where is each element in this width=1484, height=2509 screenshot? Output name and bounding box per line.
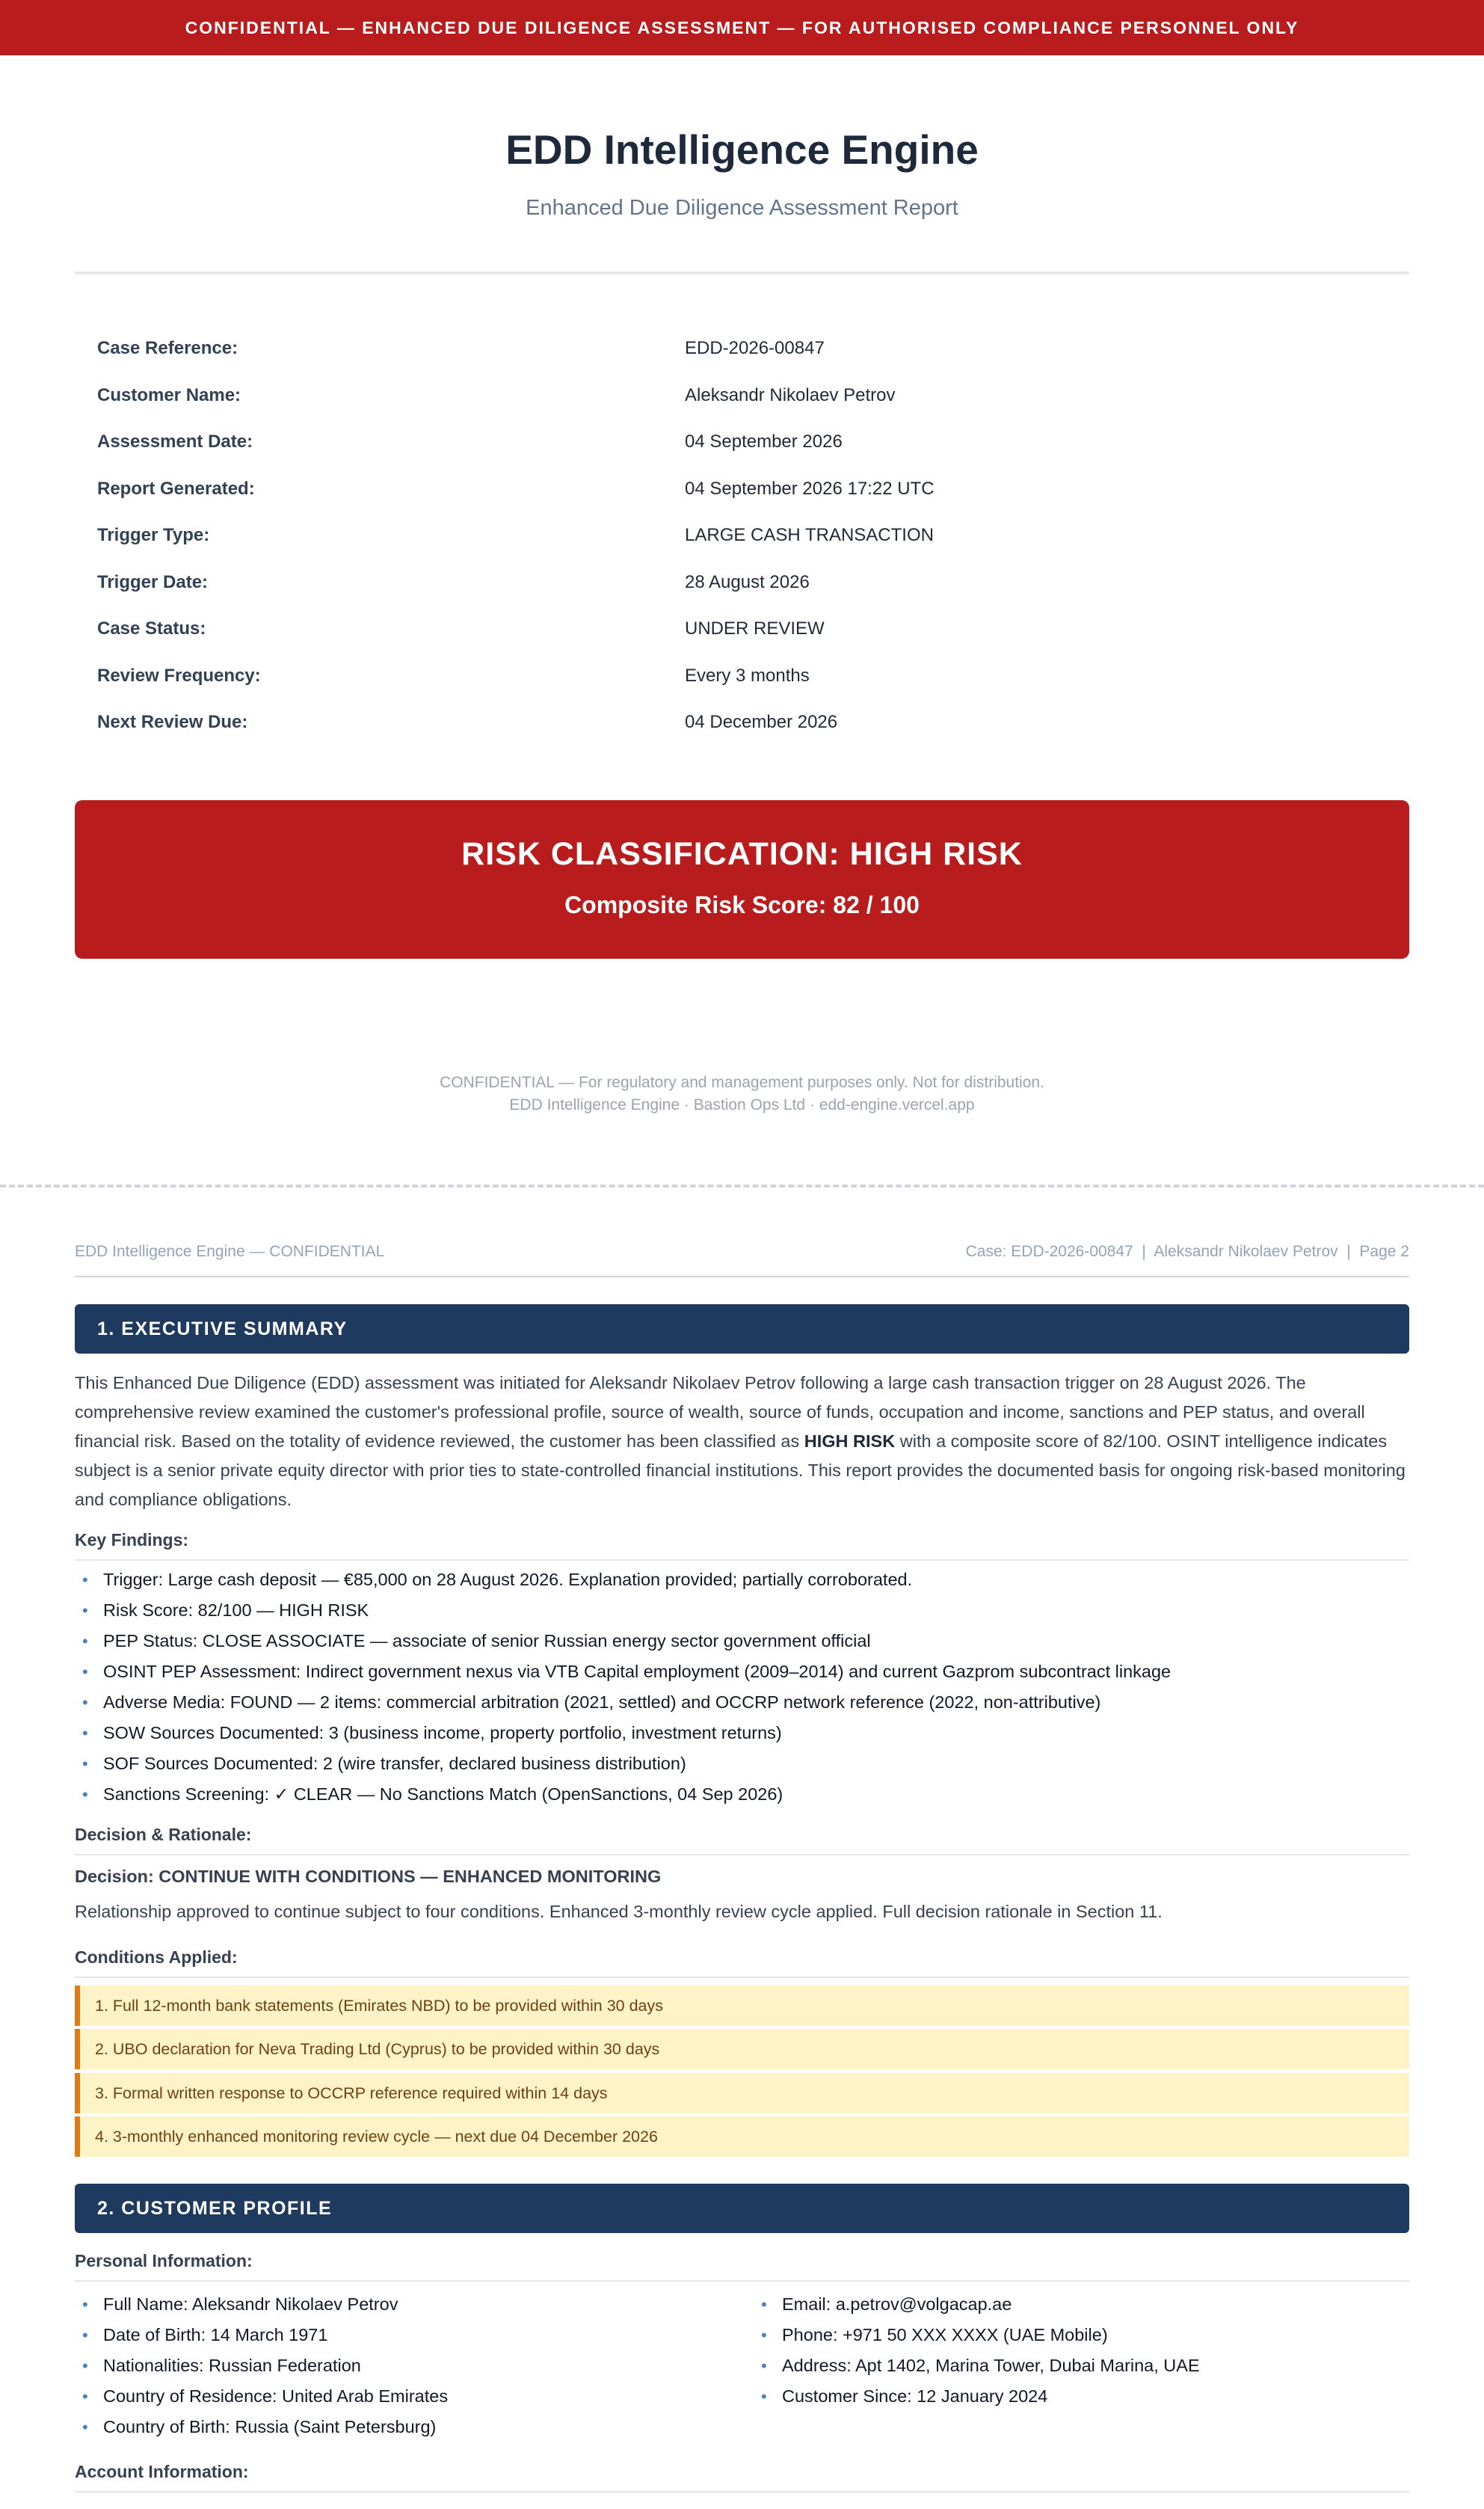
list-item: • Risk Score: 82/100 — HIGH RISK bbox=[75, 1595, 1409, 1626]
condition-item: 2. UBO declaration for Neva Trading Ltd (Cyprus) to be provided within 30 days bbox=[75, 2029, 1409, 2069]
list-item: • OSINT PEP Assessment: Indirect government nexus via VTB Capital employment (2009–2014) and current Gazprom subcontract linkage bbox=[75, 1656, 1409, 1687]
report-title: EDD Intelligence Engine bbox=[505, 126, 979, 173]
meta-label: Review Frequency: bbox=[97, 666, 261, 686]
meta-value: LARGE CASH TRANSACTION bbox=[685, 525, 934, 545]
meta-row-report-generated bbox=[97, 479, 1368, 509]
condition-item: 3. Formal written response to OCCRP reference required within 14 days bbox=[75, 2073, 1409, 2113]
risk-classification-title: RISK CLASSIFICATION: HIGH RISK bbox=[461, 836, 1023, 872]
account-information-heading: Account Information: bbox=[75, 2462, 1409, 2493]
meta-row-trigger-date bbox=[97, 572, 1368, 602]
meta-label: Next Review Due: bbox=[97, 712, 248, 732]
list-item: • Adverse Media: FOUND — 2 items: commercial arbitration (2021, settled) and OCCRP network reference (2022, non-attributive) bbox=[75, 1687, 1409, 1718]
meta-row-customer-name bbox=[97, 385, 1368, 415]
section-heading-customer-profile: 2. CUSTOMER PROFILE bbox=[75, 2184, 1409, 2233]
meta-label: Trigger Type: bbox=[97, 525, 210, 545]
meta-value: 28 August 2026 bbox=[685, 572, 810, 592]
summary-text-part-1: This Enhanced Due Diligence (EDD) assessment was initiated for Aleksandr Nikolaev Petrov following a large cash transaction trigger on 28 August 2026. The comprehensive review examined the customer's professional profile, source of wealth, source of funds, occupation and income, sanctions and PEP status, and overall financial risk. Based on the totality of evidence reviewed, the customer has been classified as bbox=[75, 1373, 1365, 1451]
meta-value: EDD-2026-00847 bbox=[685, 338, 825, 358]
meta-value: 04 September 2026 bbox=[685, 432, 843, 452]
condition-item: 1. Full 12-month bank statements (Emirates NBD) to be provided within 30 days bbox=[75, 1986, 1409, 2026]
meta-label: Assessment Date: bbox=[97, 432, 253, 452]
risk-classification-box bbox=[75, 800, 1409, 959]
summary-risk-emphasis: HIGH RISK bbox=[804, 1431, 896, 1451]
footer-engine-credit: EDD Intelligence Engine · Bastion Ops Ltd · edd-engine.vercel.app bbox=[509, 1096, 975, 1114]
footer-confidential-note: CONFIDENTIAL — For regulatory and management purposes only. Not for distribution. bbox=[440, 1074, 1044, 1091]
condition-item: 4. 3-monthly enhanced monitoring review cycle — next due 04 December 2026 bbox=[75, 2116, 1409, 2157]
meta-value: Every 3 months bbox=[685, 666, 810, 686]
meta-row-next-review-due bbox=[97, 712, 1368, 742]
meta-row-review-frequency bbox=[97, 666, 1368, 695]
personal-info-right-list bbox=[754, 2289, 1409, 2412]
meta-row-assessment-date bbox=[97, 432, 1368, 461]
list-item: • Country of Birth: Russia (Saint Petersburg) bbox=[75, 2412, 733, 2442]
list-item: • Address: Apt 1402, Marina Tower, Dubai Marina, UAE bbox=[754, 2350, 1409, 2381]
list-item: • Customer Since: 12 January 2024 bbox=[754, 2381, 1409, 2412]
list-item: • Trigger: Large cash deposit — €85,000 on 28 August 2026. Explanation provided; partially corroborated. bbox=[75, 1564, 1409, 1595]
list-item: • PEP Status: CLOSE ASSOCIATE — associate of senior Russian energy sector government official bbox=[75, 1626, 1409, 1656]
running-header-right: Case: EDD-2026-00847 | Aleksandr Nikolaev Petrov | Page 2 bbox=[965, 1243, 1409, 1260]
list-item: • Country of Residence: United Arab Emirates bbox=[75, 2381, 733, 2412]
decision-statement: Decision: CONTINUE WITH CONDITIONS — ENHANCED MONITORING bbox=[75, 1867, 662, 1886]
decision-rationale-heading: Decision & Rationale: bbox=[75, 1825, 1409, 1855]
meta-row-case-status bbox=[97, 618, 1368, 648]
meta-value: 04 September 2026 17:22 UTC bbox=[685, 479, 935, 499]
personal-info-left-list bbox=[75, 2289, 733, 2442]
personal-information-heading: Personal Information: bbox=[75, 2251, 1409, 2282]
composite-risk-score: Composite Risk Score: 82 / 100 bbox=[564, 891, 920, 918]
confidential-banner: CONFIDENTIAL — ENHANCED DUE DILIGENCE ASSESSMENT — FOR AUTHORISED COMPLIANCE PERSONNEL ONLY bbox=[0, 0, 1484, 55]
list-item: • Phone: +971 50 XXX XXXX (UAE Mobile) bbox=[754, 2320, 1409, 2350]
title-divider bbox=[75, 271, 1409, 274]
list-item: • Full Name: Aleksandr Nikolaev Petrov bbox=[75, 2289, 733, 2320]
meta-value: 04 December 2026 bbox=[685, 712, 838, 732]
meta-value: UNDER REVIEW bbox=[685, 618, 825, 639]
key-findings-heading: Key Findings: bbox=[75, 1530, 1409, 1561]
meta-label: Case Status: bbox=[97, 618, 206, 639]
running-header-left: EDD Intelligence Engine — CONFIDENTIAL bbox=[75, 1243, 385, 1260]
section-heading-executive-summary: 1. EXECUTIVE SUMMARY bbox=[75, 1304, 1409, 1354]
summary-text-part-2: with a composite score of 82/100. OSINT intelligence indicates subject is a senior private equity director with prior ties to state-controlled financial institutions. This report provides the documented basis for ongoing risk-based monitoring and compliance obligations. bbox=[75, 1431, 1406, 1509]
page-break bbox=[0, 1185, 1484, 1188]
list-item: • Sanctions Screening: ✓ CLEAR — No Sanctions Match (OpenSanctions, 04 Sep 2026) bbox=[75, 1779, 1409, 1810]
meta-row-trigger-type bbox=[97, 525, 1368, 555]
executive-summary-paragraph bbox=[75, 1369, 1409, 1514]
conditions-heading: Conditions Applied: bbox=[75, 1947, 1409, 1978]
report-subtitle: Enhanced Due Diligence Assessment Report bbox=[526, 196, 958, 220]
running-header-divider bbox=[75, 1276, 1409, 1277]
list-item: • SOW Sources Documented: 3 (business income, property portfolio, investment returns) bbox=[75, 1718, 1409, 1748]
meta-label: Trigger Date: bbox=[97, 572, 209, 592]
meta-label: Case Reference: bbox=[97, 338, 238, 358]
meta-value: Aleksandr Nikolaev Petrov bbox=[685, 385, 896, 405]
meta-row-case-reference bbox=[97, 338, 1368, 368]
decision-rationale-text: Relationship approved to continue subject to four conditions. Enhanced 3-monthly review cycle applied. Full decision rationale in Section 11. bbox=[75, 1902, 1163, 1921]
list-item: • SOF Sources Documented: 2 (wire transfer, declared business distribution) bbox=[75, 1748, 1409, 1779]
list-item: • Email: a.petrov@volgacap.ae bbox=[754, 2289, 1409, 2320]
meta-label: Customer Name: bbox=[97, 385, 241, 405]
key-findings-list bbox=[75, 1564, 1409, 1810]
list-item: • Nationalities: Russian Federation bbox=[75, 2350, 733, 2381]
meta-label: Report Generated: bbox=[97, 479, 255, 499]
list-item: • Date of Birth: 14 March 1971 bbox=[75, 2320, 733, 2350]
